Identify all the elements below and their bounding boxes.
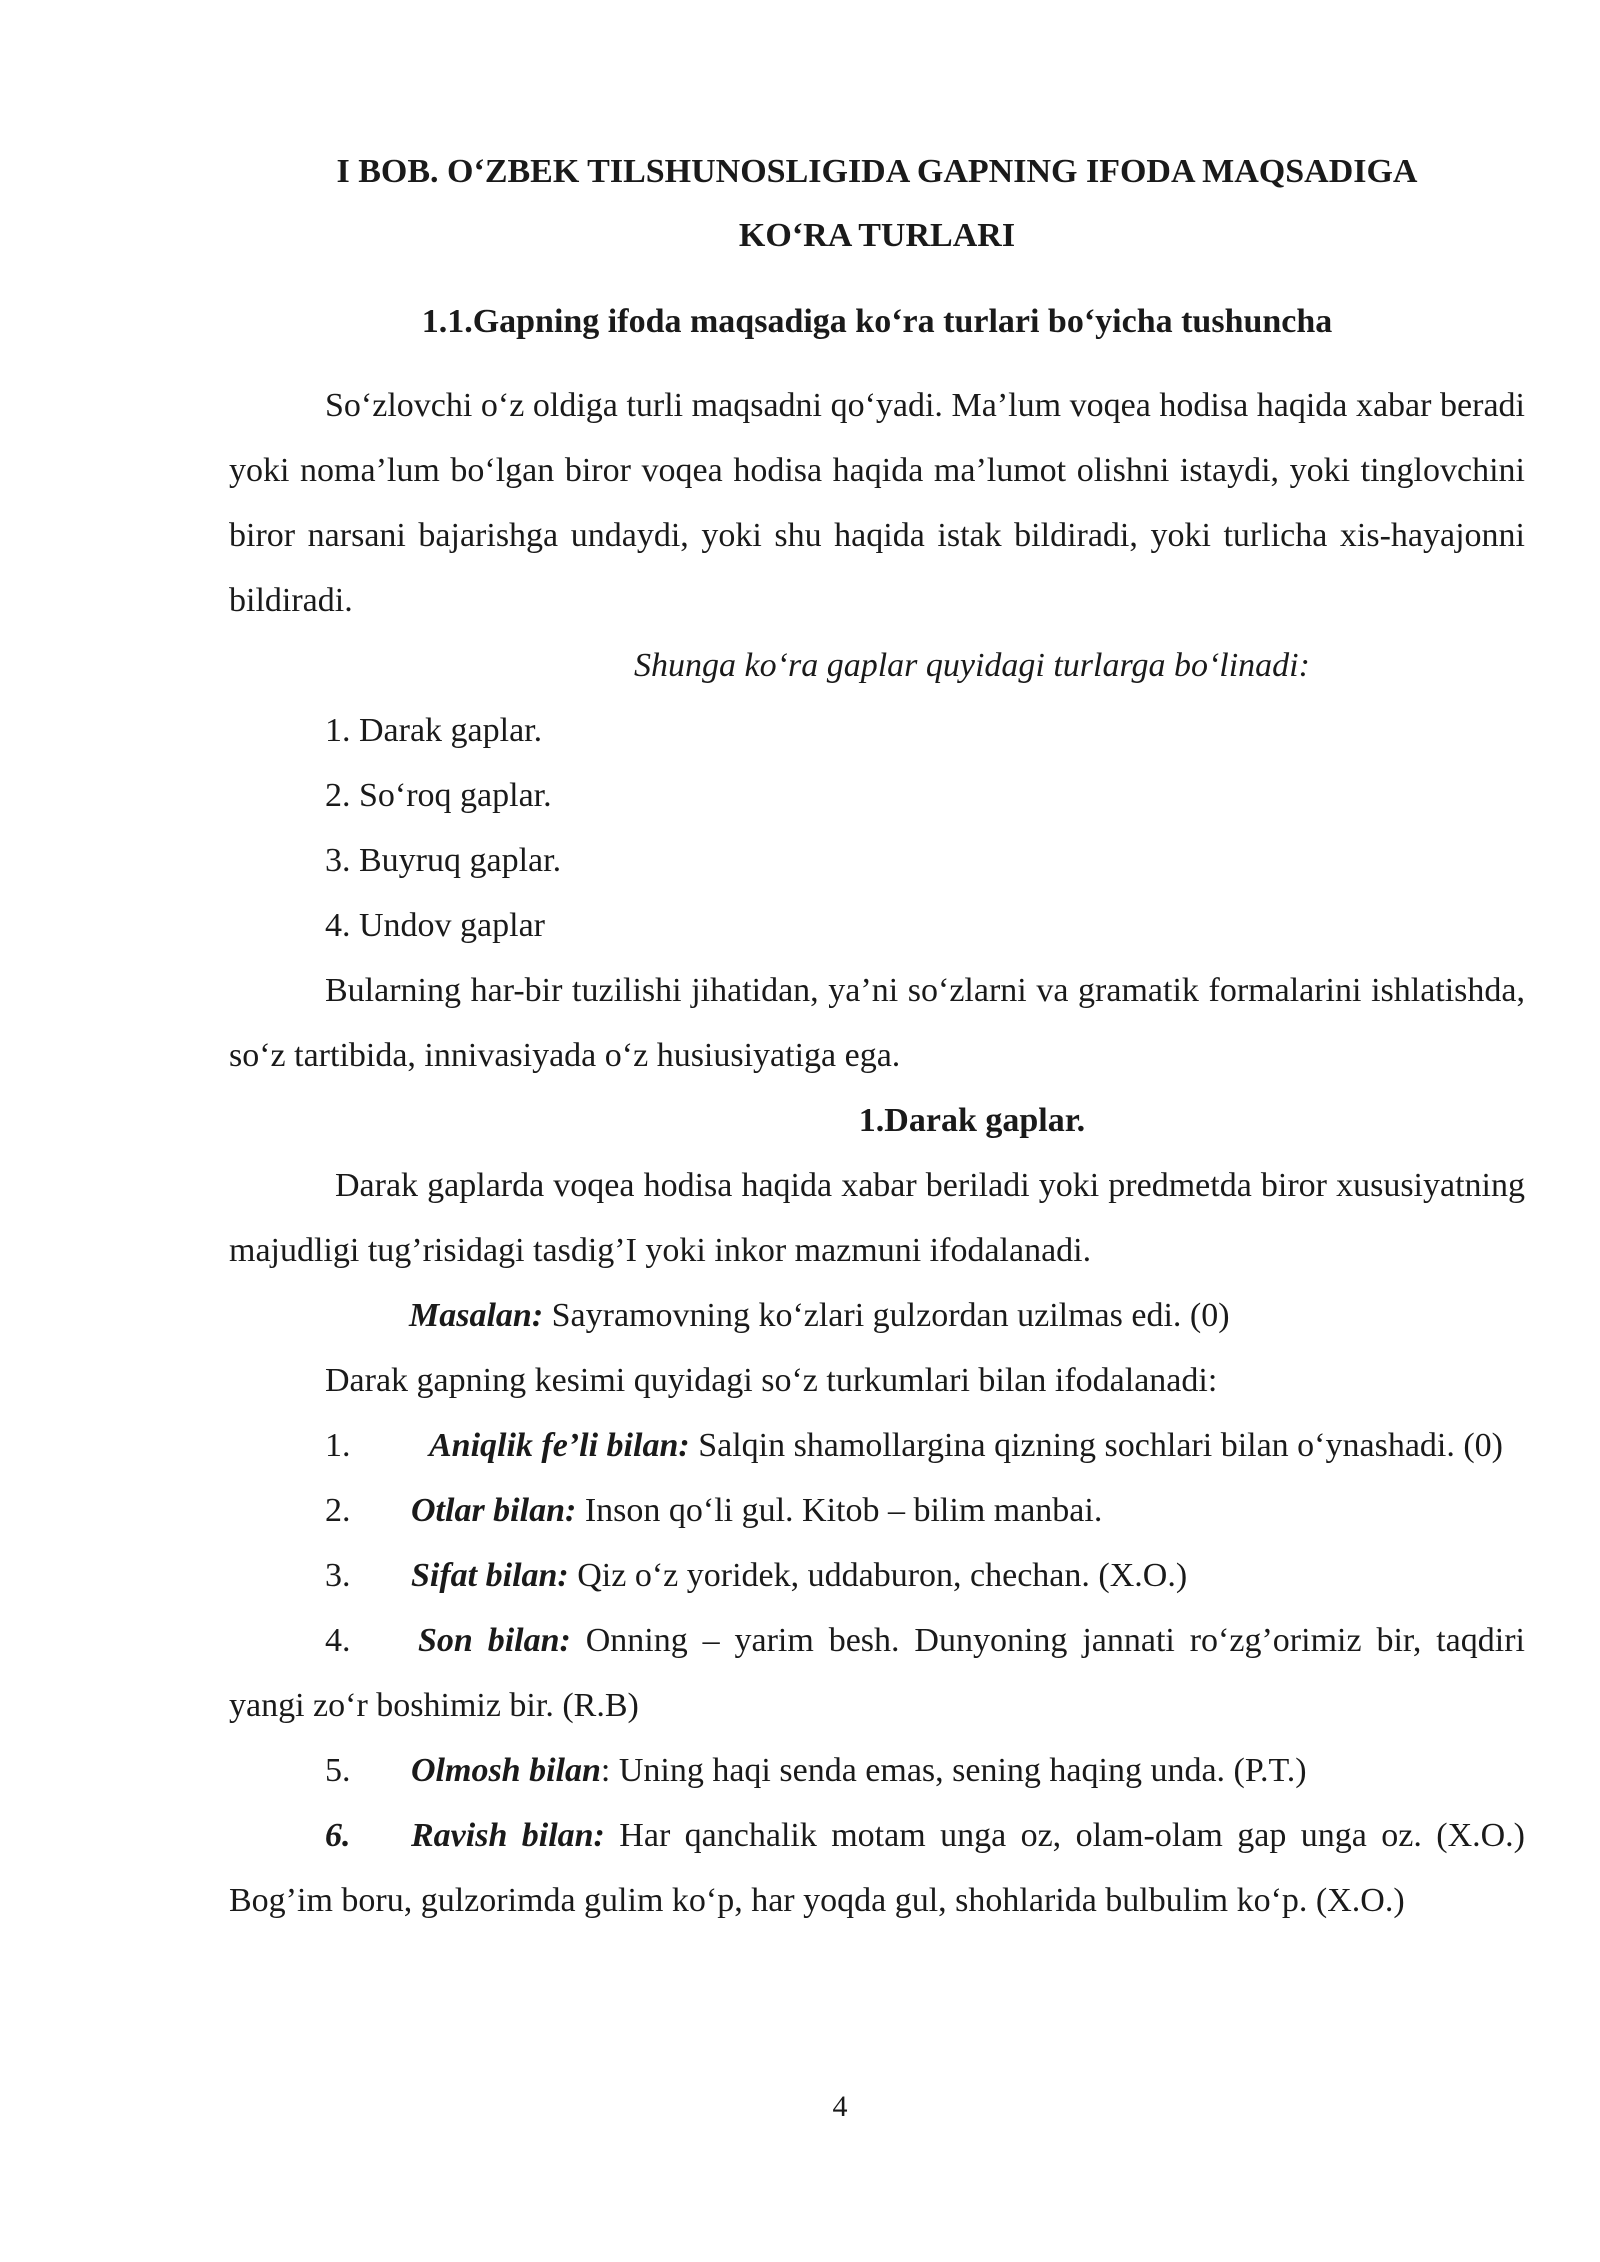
section-title: 1.1.Gapning ifoda maqsadiga ko‘ra turlari bo‘yicha tushuncha xyxy=(421,303,1333,340)
kesim-item-text: Onning – yarim besh. Dunyoning jannati ro‘zg’orimiz bir, taqdiri yangi zo‘r boshimiz bir. (R.B) xyxy=(229,1622,1525,1724)
kesim-item-num: 6. xyxy=(325,1817,351,1854)
page-content xyxy=(229,140,1525,1933)
sub-heading-darak: 1.Darak gaplar. xyxy=(858,1102,1086,1139)
types-lead: Shunga ko‘ra gaplar quyidagi turlarga bo‘linadi: xyxy=(634,647,1310,684)
kesim-item-num: 3. xyxy=(325,1557,351,1594)
features-paragraph: Bularning har-bir tuzilishi jihatidan, ya’ni so‘zlarni va gramatik formalarini ishlatishda, so‘z tartibida, innivasiyada o‘z husiusiyatiga ega. xyxy=(229,972,1525,1074)
kesim-item-5 xyxy=(229,1738,1525,1803)
kesim-item-num: 1. xyxy=(325,1427,351,1464)
kesim-item-6 xyxy=(229,1803,1525,1933)
intro-paragraph: So‘zlovchi o‘z oldiga turli maqsadni qo‘yadi. Ma’lum voqea hodisa haqida xabar beradi yoki noma’lum bo‘lgan biror voqea hodisa haqida ma’lumot olishni istaydi, yoki tinglovchini biror narsani bajarishga undaydi, yoki shu haqida istak bildiradi, yoki turlicha xis-hayajonni bildiradi. xyxy=(229,387,1525,619)
example-line xyxy=(229,1283,1525,1348)
kesim-lead: Darak gapning kesimi quyidagi so‘z turkumlari bilan ifodalanadi: xyxy=(325,1362,1218,1399)
kesim-item-label: Aniqlik fe’li bilan: xyxy=(429,1427,690,1464)
kesim-item-text: Qiz o‘z yoridek, uddaburon, chechan. (X.O.) xyxy=(568,1557,1188,1594)
chapter-title-line2: KO‘RA TURLARI xyxy=(738,217,1016,254)
kesim-item-num: 4. xyxy=(325,1622,351,1659)
list-item-type-2: 2. So‘roq gaplar. xyxy=(325,777,552,814)
kesim-item-label: Ravish bilan: xyxy=(411,1817,605,1854)
list-item-type-4: 4. Undov gaplar xyxy=(325,907,546,944)
kesim-item-label: Son bilan: xyxy=(418,1622,571,1659)
page-number: 4 xyxy=(832,2090,848,2123)
kesim-item-4 xyxy=(229,1608,1525,1738)
example-text: Sayramovning ko‘zlari gulzordan uzilmas edi. (0) xyxy=(543,1297,1230,1334)
kesim-item-label: Otlar bilan: xyxy=(411,1492,577,1529)
kesim-item-text: Inson qo‘li gul. Kitob – bilim manbai. xyxy=(576,1492,1103,1529)
chapter-title-line1: I BOB. O‘ZBEK TILSHUNOSLIGIDA GAPNING IFODA MAQSADIGA xyxy=(336,153,1418,190)
kesim-item-text: Har qanchalik motam unga oz, olam-olam gap unga oz. (X.O.) Bog’im boru, gulzorimda gulim ko‘p, har yoqda gul, shohlarida bulbulim ko‘p. (X.O.) xyxy=(229,1817,1525,1919)
kesim-item-text: : Uning haqi senda emas, sening haqing unda. (P.T.) xyxy=(600,1752,1307,1789)
example-label: Masalan: xyxy=(409,1297,544,1334)
list-item-type-3: 3. Buyruq gaplar. xyxy=(325,842,562,879)
list-item-type-1: 1. Darak gaplar. xyxy=(325,712,543,749)
kesim-item-num: 2. xyxy=(325,1492,351,1529)
kesim-item-label: Sifat bilan: xyxy=(411,1557,569,1594)
kesim-item-text: Salqin shamollargina qizning sochlari bilan o‘ynashadi. (0) xyxy=(689,1427,1503,1464)
darak-paragraph: Darak gaplarda voqea hodisa haqida xabar beriladi yoki predmetda biror xususiyatning majudligi tug’risidagi tasdig’I yoki inkor mazmuni ifodalanadi. xyxy=(229,1167,1525,1269)
kesim-item-1 xyxy=(229,1413,1525,1478)
kesim-item-3 xyxy=(229,1543,1525,1608)
kesim-item-2 xyxy=(229,1478,1525,1543)
kesim-item-label: Olmosh bilan xyxy=(411,1752,601,1789)
kesim-item-num: 5. xyxy=(325,1752,351,1789)
